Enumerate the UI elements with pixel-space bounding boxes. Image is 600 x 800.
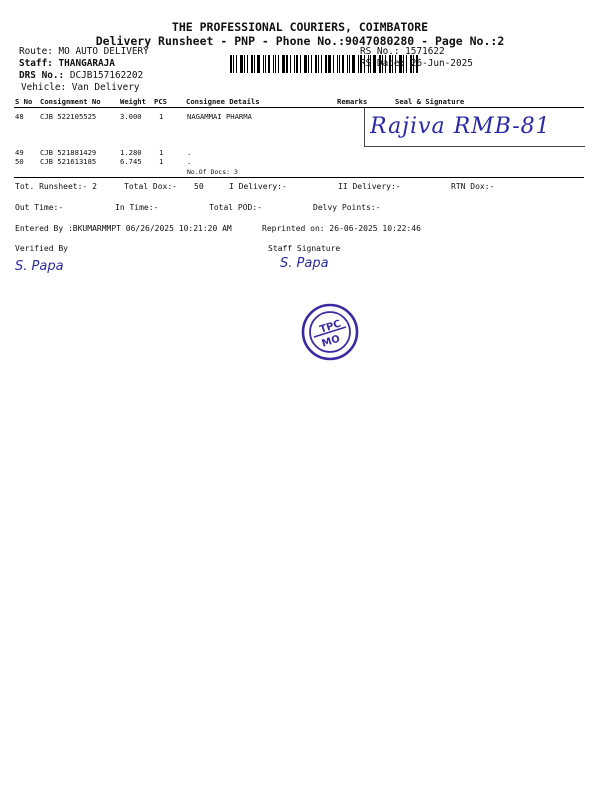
barcode-bar — [315, 55, 317, 73]
barcode-bar — [318, 55, 319, 73]
table-row-49-consignment: CJB 521881429 — [40, 148, 97, 157]
barcode-bar — [325, 55, 327, 73]
drs-label: DRS No.: — [19, 70, 65, 81]
col-remarks: Remarks — [337, 97, 368, 106]
barcode-bar — [352, 55, 355, 73]
receiver-signature-text: Rajiva RMB-81 — [370, 114, 551, 139]
table-row-50-consignment: CJB 521613185 — [40, 157, 97, 166]
vehicle: Vehicle: Van Delivery — [21, 82, 140, 93]
barcode-bar — [328, 55, 331, 73]
barcode-bar — [254, 55, 255, 73]
barcode-bar — [236, 55, 237, 73]
barcode-bar — [230, 55, 232, 73]
table-row-50-consignee: . — [187, 157, 192, 166]
stamp-bottom-text: MO — [320, 333, 342, 350]
table-row-49-consignee: . — [187, 148, 192, 157]
table-row-49-pcs: 1 — [159, 148, 164, 157]
reprinted-on: Reprinted on: 26-06-2025 10:22:46 — [262, 224, 421, 233]
table-row-48-pcs: 1 — [159, 112, 164, 121]
verified-signature: S. Papa — [15, 259, 64, 274]
barcode-bar — [304, 55, 307, 73]
table-row-49-sno: 49 — [15, 148, 24, 157]
barcode-bar — [290, 55, 291, 73]
barcode-bar — [296, 55, 298, 73]
table-row-50-sno: 50 — [15, 157, 24, 166]
staff-signature-label: Staff Signature — [268, 244, 341, 253]
delvy-points: Delvy Points:- — [313, 203, 381, 212]
table-row-49-weight: 1.280 — [120, 148, 142, 157]
barcode-bar — [339, 55, 340, 73]
barcode-bar — [268, 55, 270, 73]
barcode-bar — [263, 55, 264, 73]
table-row-48-sno: 48 — [15, 112, 24, 121]
rs-number: RS No.: 1571622 — [360, 46, 445, 57]
verified-by-label: Verified By — [15, 244, 68, 253]
col-seal: Seal & Signature — [395, 97, 465, 106]
route: Route: MO AUTO DELIVERY — [19, 46, 149, 57]
barcode-bar — [251, 55, 253, 73]
ii-delivery: II Delivery:- — [338, 182, 401, 191]
out-time: Out Time:- — [15, 203, 64, 212]
barcode-bar — [247, 55, 248, 73]
receiver-signature — [370, 108, 580, 142]
total-pod: Total POD:- — [209, 203, 262, 212]
barcode-bar — [265, 55, 266, 73]
in-time: In Time:- — [115, 203, 159, 212]
barcode-bar — [342, 55, 344, 73]
staff-signature: S. Papa — [280, 256, 329, 271]
table-row-48-weight: 3.000 — [120, 112, 142, 121]
drs-value: DCJB157162202 — [69, 70, 144, 81]
barcode-bar — [358, 55, 359, 73]
col-pcs: PCS — [154, 97, 167, 106]
table-row-48-consignment: CJB 522105525 — [40, 112, 97, 121]
barcode-bar — [349, 55, 350, 73]
entered-by: Entered By :BKUMARMMPT 06/26/2025 10:21:20 AM — [15, 224, 232, 233]
barcode-bar — [311, 55, 312, 73]
company-name: THE PROFESSIONAL COURIERS, COIMBATORE — [171, 20, 429, 34]
barcode-bar — [300, 55, 301, 73]
barcode-bar — [308, 55, 309, 73]
barcode-bar — [347, 55, 348, 73]
barcode-bar — [282, 55, 285, 73]
table-row-50-pcs: 1 — [159, 157, 164, 166]
rs-date: RS Date: 26-Jun-2025 — [360, 58, 473, 69]
tpc-stamp — [300, 302, 360, 362]
table-bottom-rule — [14, 177, 584, 178]
barcode-bar — [273, 55, 274, 73]
barcode-bar — [278, 55, 279, 73]
runsheet-subtitle: Delivery Runsheet - PNP - Phone No.:9047080280 - Page No.:2 — [95, 34, 505, 48]
total-dox-value: 50 — [194, 182, 204, 191]
barcode-bar — [244, 55, 245, 73]
barcode-bar — [321, 55, 322, 73]
drs-number — [19, 70, 143, 81]
col-consignment: Consignment No — [40, 97, 101, 106]
rtn-dox: RTN Dox:- — [451, 182, 495, 191]
barcode-bar — [275, 55, 276, 73]
barcode-bar — [337, 55, 338, 73]
table-row-48-consignee: NAGAMMAI PHARMA — [187, 112, 252, 121]
barcode-bar — [286, 55, 288, 73]
barcode-bar — [333, 55, 334, 73]
staff: Staff: THANGARAJA — [19, 58, 115, 69]
col-weight: Weight — [120, 97, 146, 106]
barcode-bar — [294, 55, 295, 73]
barcode-bar — [233, 55, 234, 73]
barcode-bar — [240, 55, 243, 73]
no-of-docs: No.Of Docs: 3 — [187, 168, 238, 176]
barcode-bar — [257, 55, 260, 73]
table-row-50-weight: 6.745 — [120, 157, 142, 166]
col-sno: S No — [15, 97, 33, 106]
tot-runsheet: Tot. Runsheet:- 2 — [15, 182, 97, 191]
stamp-top-text: TPC — [318, 318, 343, 336]
total-dox: Total Dox:- — [124, 182, 177, 191]
col-consignee: Consignee Details — [186, 97, 260, 106]
i-delivery: I Delivery:- — [229, 182, 287, 191]
